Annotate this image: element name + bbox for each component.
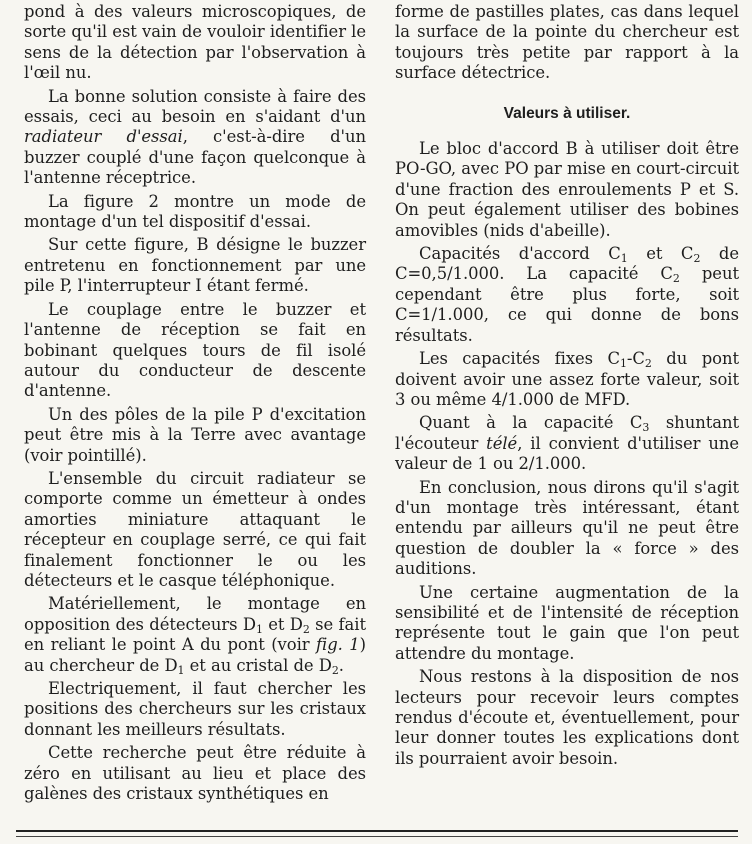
paragraph: pond à des valeurs microscopiques, de sorte qu'il est vain de vouloir identifier le sens de la détection par l'observation à l'œil nu. (24, 2, 366, 83)
paragraph: Matériellement, le montage en opposition des détecteurs $D_1$ et $D_2$ se fait en reliant le point A du pont (voir fig. 1) au chercheur de $D_1$ et au cristal de $D_2$. (24, 594, 366, 677)
right-column (395, 2, 739, 772)
paragraph: Sur cette figure, B désigne le buzzer entretenu en fonctionnement par une pile P, l'interrupteur I étant fermé. (24, 235, 366, 296)
paragraph: La bonne solution consiste à faire des essais, ceci au besoin en s'aidant d'un radiateur d'essai, c'est-à-dire d'un buzzer couplé d'une façon quelconque à l'antenne réceptrice. (24, 86, 367, 188)
paragraph: Quant à la capacité $C_3$ shuntant l'écouteur télé, il convient d'utiliser une valeur de 1 ou 2/1.000. (395, 413, 740, 474)
paragraph: Electriquement, il faut chercher les positions des chercheurs sur les cristaux donnant les meilleurs résultats. (24, 679, 366, 739)
paragraph: Un des pôles de la pile P d'excitation peut être mis à la Terre avec avantage (voir pointillé). (24, 404, 366, 465)
paragraph: Les capacités fixes $C_1-C_2$ du pont doivent avoir une assez forte valeur, soit 3 ou même 4/1.000 de MFD. (395, 349, 739, 409)
paragraph: Capacités d'accord $C_1$ et $C_2$ de C=0,5/1.000. La capacité $C_2$ peut cependant être plus forte, soit C=1/1.000, ce qui donne de bons résultats. (395, 244, 740, 345)
page-rule (16, 830, 738, 832)
paragraph: Une certaine augmentation de la sensibilité et de l'intensité de réception représente tout le gain que l'on peut attendre du montage. (395, 582, 739, 663)
paragraph: Cette recherche peut être réduite à zéro en utilisant au lieu et place des galènes des cristaux synthétiques en (24, 743, 366, 804)
paragraph: La figure 2 montre un mode de montage d'un tel dispositif d'essai. (24, 191, 366, 232)
paragraph: forme de pastilles plates, cas dans lequel la surface de la pointe du chercheur est toujours très petite par rapport à la surface détectrice. (395, 2, 739, 83)
left-column (24, 2, 366, 807)
page-rule-thin (16, 836, 738, 837)
paragraph: L'ensemble du circuit radiateur se comporte comme un émetteur à ondes amorties miniature attaquant le récepteur en couplage serré, ce qui fait finalement fonctionner le ou les détecteurs et le casque téléphonique. (24, 468, 366, 590)
paragraph: Le bloc d'accord B à utiliser doit être PO-GO, avec PO par mise en court-circuit d'une fraction des enroulements P et S. On peut également utiliser des bobines amovibles (nids d'abeille). (395, 139, 739, 240)
paragraph: Le couplage entre le buzzer et l'antenne de réception se fait en bobinant quelques tours de fil isolé autour du conducteur de descente d'antenne. (24, 299, 366, 401)
section-heading: Valeurs à utiliser. (503, 104, 631, 122)
paragraph: En conclusion, nous dirons qu'il s'agit d'un montage très intéressant, étant entendu par ailleurs qu'il ne peut être question de doubler la « force » des auditions. (395, 477, 739, 579)
paragraph: Nous restons à la disposition de nos lecteurs pour recevoir leurs comptes rendus d'écoute et, éventuellement, pour leur donner toutes les explications dont ils pourraient avoir besoin. (395, 667, 739, 768)
